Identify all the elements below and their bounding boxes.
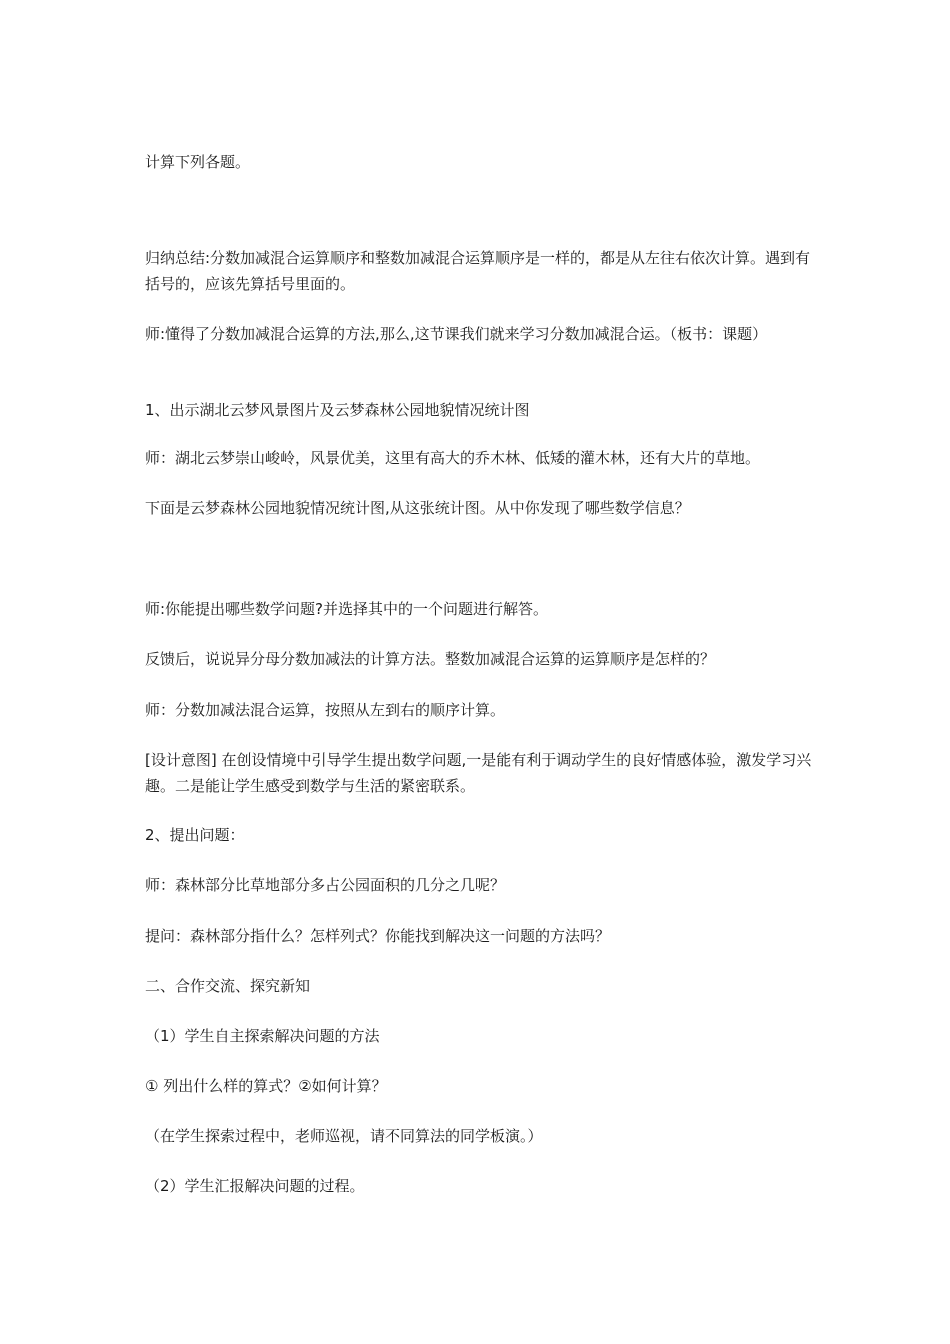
paragraph-18: （2）学生汇报解决问题的过程。 bbox=[145, 1177, 365, 1195]
paragraph-17: （在学生探索过程中，老师巡视，请不同算法的同学板演。） bbox=[145, 1127, 543, 1145]
paragraph-1: 计算下列各题。 bbox=[145, 153, 251, 171]
paragraph-4: 1、出示湖北云梦风景图片及云梦森林公园地貌情况统计图 bbox=[145, 401, 530, 419]
paragraph-2: 归纳总结:分数加减混合运算顺序和整数加减混合运算顺序是一样的，都是从左往右依次计算。遇到有括号的，应该先算括号里面的。 bbox=[145, 249, 811, 293]
paragraph-8: 反馈后，说说异分母分数加减法的计算方法。整数加减混合运算的运算顺序是怎样的？ bbox=[145, 650, 716, 668]
paragraph-3: 师:懂得了分数加减混合运算的方法,那么,这节课我们就来学习分数加减混合运。（板书：课题） bbox=[145, 325, 768, 343]
paragraph-7: 师:你能提出哪些数学问题?并选择其中的一个问题进行解答。 bbox=[145, 600, 549, 618]
paragraph-11: 2、提出问题： bbox=[145, 826, 245, 844]
paragraph-13: 提问：森林部分指什么？怎样列式？你能找到解决这一问题的方法吗？ bbox=[145, 927, 611, 945]
paragraph-9: 师：分数加减法混合运算，按照从左到右的顺序计算。 bbox=[145, 701, 506, 719]
paragraph-15: （1）学生自主探索解决问题的方法 bbox=[145, 1027, 380, 1045]
paragraph-12: 师：森林部分比草地部分多占公园面积的几分之几呢？ bbox=[145, 876, 506, 894]
paragraph-5: 师：湖北云梦崇山峻岭，风景优美，这里有高大的乔木林、低矮的灌木林，还有大片的草地。 bbox=[145, 449, 761, 467]
paragraph-10: [设计意图] 在创设情境中引导学生提出数学问题,一是能有利于调动学生的良好情感体验，激发学习兴趣。二是能让学生感受到数学与生活的紧密联系。 bbox=[145, 751, 812, 795]
section-heading: 二、合作交流、探究新知 bbox=[145, 977, 311, 995]
paragraph-16: ① 列出什么样的算式？②如何计算？ bbox=[145, 1077, 387, 1095]
paragraph-6: 下面是云梦森林公园地貌情况统计图,从这张统计图。从中你发现了哪些数学信息？ bbox=[145, 499, 690, 517]
